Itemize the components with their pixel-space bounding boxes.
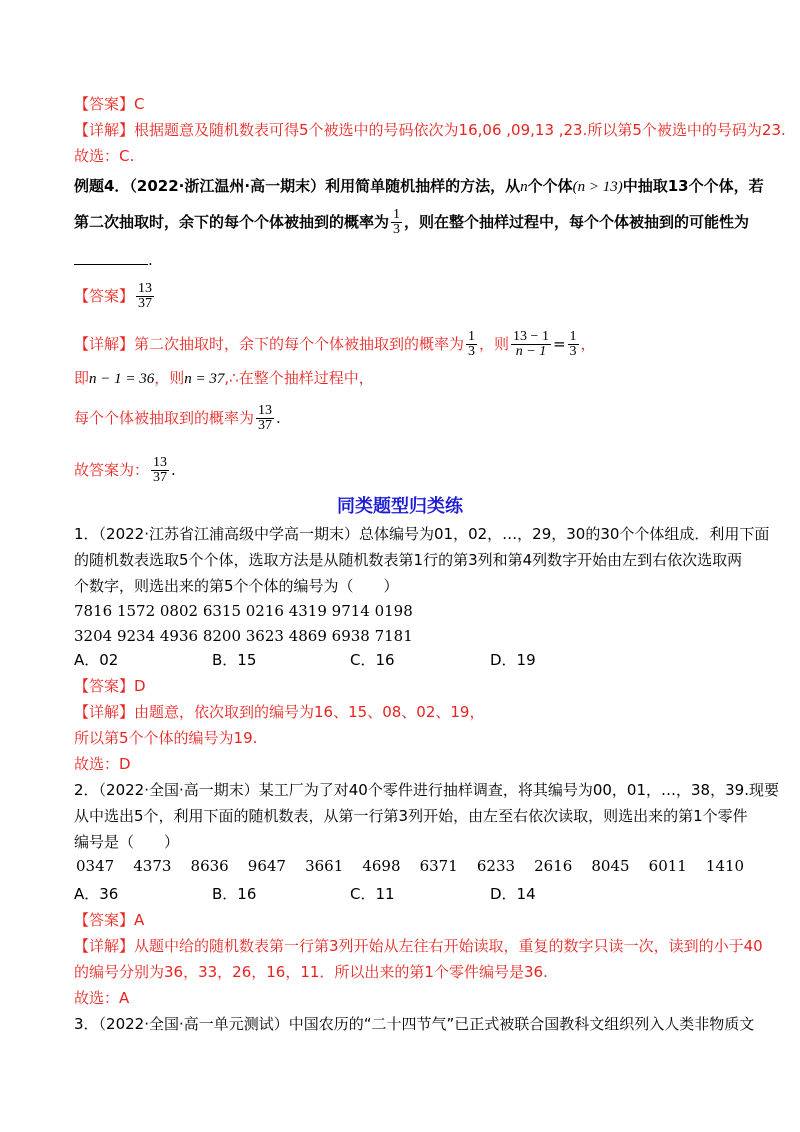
option-d[interactable]: D．14 [490,885,536,903]
detail-prefix: 即 [74,369,90,387]
random-number: 0347 [76,857,115,875]
answer-tag: 【答案】 [74,677,135,695]
q1-line1: 1．（2022·江苏省江浦高级中学高一期末）总体编号为01，02，…，29，30的30个个体组成．利用下面 [74,525,770,543]
answer-fraction [256,404,274,433]
detail-tag: 【详解】 [74,335,135,353]
option-a[interactable]: A．36 [74,885,119,903]
q2-detail-line1 [74,936,763,956]
random-number: 6233 [476,857,516,875]
option-c[interactable]: C．11 [350,885,395,903]
answer-fraction [151,456,169,485]
answer-value: D [134,677,146,695]
fraction-one-third [466,330,477,359]
detail-text: 每个个体被抽取到的概率为 [74,409,255,427]
option-c[interactable]: C．16 [350,651,395,669]
frac-den: 37 [258,418,273,433]
frac-den: 37 [138,296,153,311]
frac-num: 1 [393,207,401,222]
detail-tag: 【详解】 [74,937,135,955]
equation-two: n = 37 [184,371,225,387]
q2-line1: 2．（2022·全国·高一期末）某工厂为了对40个零件进行抽样调查，将其编号为00，01，…，38，39.现要 [74,781,779,799]
ex4-line2-b: ，则在整个抽样过程中，每个个体被抽到的可能性为 [404,213,750,231]
frac-den: 3 [393,222,401,237]
answer-blank-line [74,250,153,270]
option-b[interactable]: B．15 [212,651,257,669]
section-title: 同类题型归类练 [337,496,463,517]
q1-random-row2: 3204 9234 4936 8200 3623 4869 6938 7181 [74,627,413,645]
frac-den: 3 [569,344,577,359]
period: . [171,461,176,479]
q1-detail-line1 [74,702,484,722]
q2-random-row [76,856,744,876]
random-number: 2616 [534,857,573,875]
option-a[interactable]: A．02 [74,651,119,669]
detail-mid: ，则 [154,369,185,387]
answer-value: A [134,911,145,929]
frac-den: n − 1 [515,344,547,359]
random-number: 3661 [305,857,344,875]
q1-random-row1: 7816 1572 0802 6315 0216 4319 9714 0198 [74,602,413,620]
ex4-line2-a: 第二次抽取时，余下的每个个体被抽到的概率为 [74,213,390,231]
answer-tag: 【答案】 [74,95,135,113]
answer-value: C [134,95,145,113]
ex4-detail-line2 [74,368,374,389]
q3-line1: 3．（2022·全国·高一单元测试）中国农历的“二十四节气”已正式被联合国教科文组织列入人类非物质文 [74,1015,755,1033]
frac-num: 1 [569,329,577,344]
random-number: 8045 [591,857,630,875]
q2-line2: 从中选出5个，利用下面的随机数表，从第一行第3列开始，由左至右依次读取，则选出来的第1个零件 [74,807,748,825]
final-label: 故答案为： [74,461,150,479]
random-number: 4698 [362,857,401,875]
random-number: 6011 [648,857,687,875]
ex4-mid2: 中抽取13个个体，若 [622,177,764,195]
ex4-detail-line1 [74,330,596,359]
detail-end: ， [580,335,596,353]
equation-one: n − 1 = 36 [89,371,155,387]
ex3-answer-line [74,94,145,114]
ex4-answer-line [74,282,156,311]
frac-num: 13 [138,281,153,296]
option-d[interactable]: D．19 [490,651,536,669]
answer-tag: 【答案】 [74,287,135,305]
ex3-conclusion: 故选：C. [74,147,135,165]
detail-tag: 【详解】 [74,121,135,139]
ex4-condition: (n > 13) [572,179,623,195]
ex4-question-line2 [74,208,749,237]
q2-line3: 编号是（ ） [74,833,180,851]
q1-line2: 的随机数表选取5个个体，选取方法是从随机数表第1行的第3列和第4列数字开始由左到右依次选取两 [74,551,743,569]
random-number: 4373 [133,857,172,875]
ex4-detail-line3 [74,404,281,433]
detail-text: 根据题意及随机数表可得5个被选中的号码依次为16,06 ,09,13 ,23.所以第5个被选中的号码为23. [134,121,786,139]
equals-sign: = [552,335,566,353]
q1-conclusion: 故选：D [74,755,131,773]
random-number: 1410 [705,857,745,875]
blank-period: . [148,251,153,269]
detail-text-b: ，则 [479,335,510,353]
answer-tag: 【答案】 [74,911,135,929]
frac-num: 13 − 1 [513,329,549,344]
answer-fraction [136,282,154,311]
detail-tag: 【详解】 [74,703,135,721]
q1-line3: 个数字，则选出来的第5个个体的编号为（ ） [74,577,399,595]
q2-conclusion: 故选：A [74,989,130,1007]
period: . [276,409,281,427]
random-number: 6371 [419,857,458,875]
detail-text-a: 第二次抽取时，余下的每个个体被抽取到的概率为 [134,335,465,353]
detail-end: ,∴在整个抽样过程中， [224,369,374,387]
frac-num: 13 [153,455,168,470]
random-number: 8636 [190,857,229,875]
option-b[interactable]: B．16 [212,885,257,903]
detail-text: 由题意，依次取到的编号为16、15、08、02、19， [134,703,485,721]
ex4-question-line1 [74,176,764,197]
answer-blank [74,250,148,265]
fraction-one-third-b [568,330,579,359]
fraction-expression [511,330,551,359]
ex3-detail-line [74,120,786,140]
q1-detail-line2: 所以第5个个体的编号为19. [74,729,258,747]
ex4-n: n [520,179,528,195]
detail-text: 从题中给的随机数表第一行第3列开始从左往右开始读取，重复的数字只读一次，读到的小于40 [134,937,763,955]
fraction-one-third [391,208,402,237]
q2-detail-line2: 的编号分别为36，33，26，16，11．所以出来的第1个零件编号是36. [74,963,548,981]
frac-num: 1 [468,329,476,344]
ex4-mid1: 个个体 [527,177,573,195]
q1-answer-line [74,676,146,696]
random-number: 9647 [247,857,286,875]
frac-den: 3 [468,344,476,359]
frac-den: 37 [153,470,168,485]
frac-num: 13 [258,403,273,418]
ex4-label: 例题4．（2022·浙江温州·高一期末）利用简单随机抽样的方法，从 [74,177,521,195]
ex4-final-line [74,456,176,485]
q2-answer-line [74,910,144,930]
